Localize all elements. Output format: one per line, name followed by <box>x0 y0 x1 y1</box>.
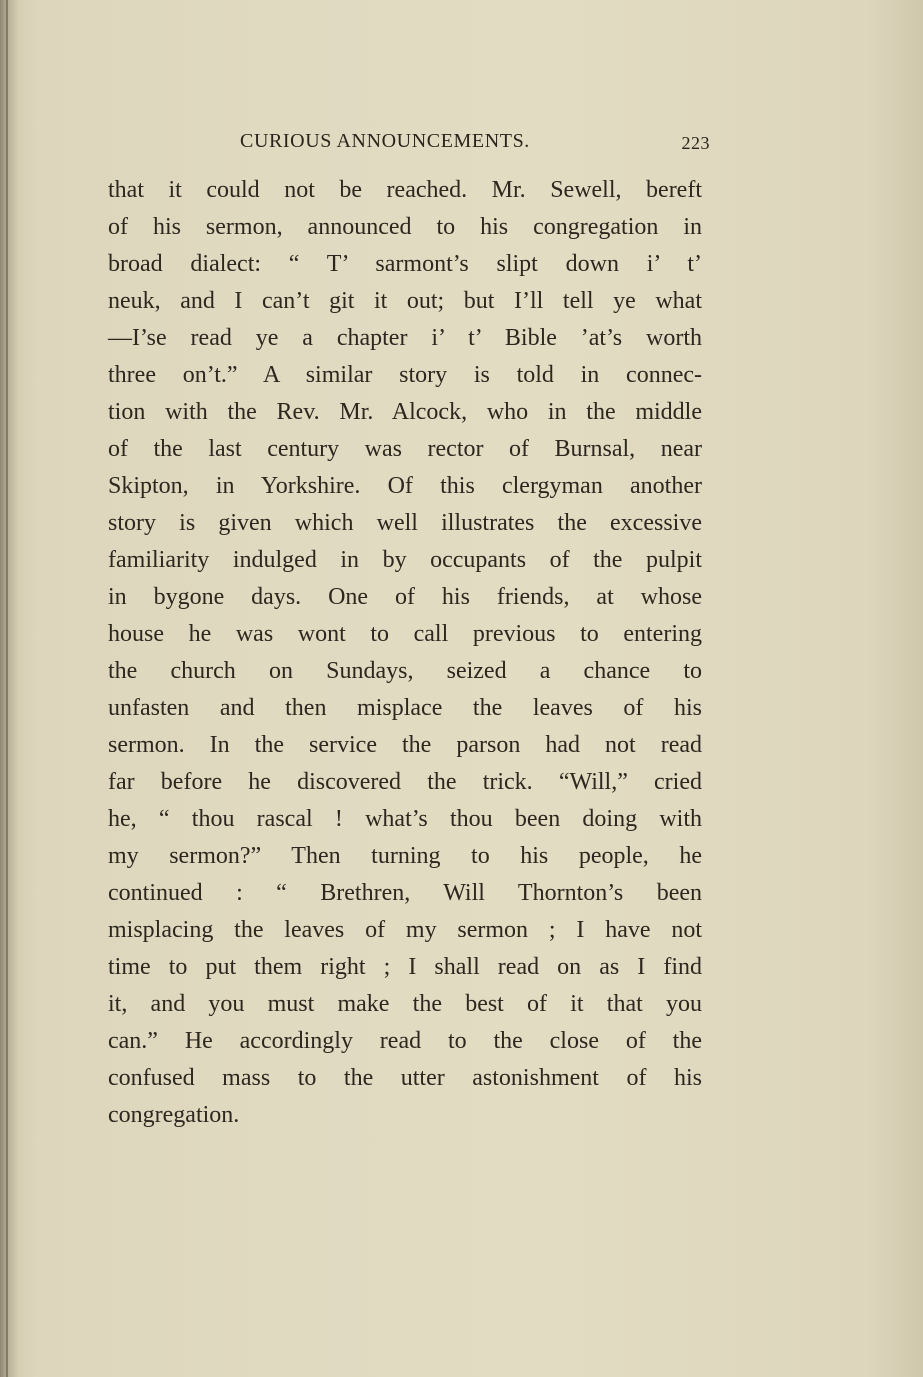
text-line: that it could not be reached. Mr. Sewell, bereft <box>108 177 702 203</box>
text-line: familiarity indulged in by occupants of the pulpit <box>108 547 702 573</box>
text-line: Skipton, in Yorkshire. Of this clergyman another <box>108 473 702 499</box>
text-line: —I’se read ye a chapter i’ t’ Bible ’at’s worth <box>108 325 702 351</box>
text-line: he, “ thou rascal ! what’s thou been doing with <box>108 806 702 832</box>
text-line: story is given which well illustrates the excessive <box>108 510 702 536</box>
text-line: congregation. <box>108 1102 240 1128</box>
text-line: of the last century was rector of Burnsal, near <box>108 436 702 462</box>
page-header <box>240 128 710 160</box>
text-line: confused mass to the utter astonishment of his <box>108 1065 702 1091</box>
text-line: time to put them right ; I shall read on as I find <box>108 954 702 980</box>
text-line: misplacing the leaves of my sermon ; I have not <box>108 917 702 943</box>
text-line: my sermon?” Then turning to his people, he <box>108 843 702 869</box>
text-line: can.” He accordingly read to the close of the <box>108 1028 702 1054</box>
running-head: CURIOUS ANNOUNCEMENTS. <box>240 130 530 152</box>
text-line: it, and you must make the best of it that you <box>108 991 702 1017</box>
text-line: continued : “ Brethren, Will Thornton’s been <box>108 880 702 906</box>
spine-edge-line <box>6 0 8 1377</box>
text-line: broad dialect: “ T’ sarmont’s slipt down i’ t’ <box>108 251 702 277</box>
text-line: far before he discovered the trick. “Will,” cried <box>108 769 702 795</box>
text-line: the church on Sundays, seized a chance to <box>108 658 702 684</box>
text-line: neuk, and I can’t git it out; but I’ll tell ye what <box>108 288 702 314</box>
book-spine-shadow <box>0 0 18 1377</box>
text-line: house he was wont to call previous to entering <box>108 621 702 647</box>
text-line: three on’t.” A similar story is told in connec- <box>108 362 702 388</box>
text-line: tion with the Rev. Mr. Alcock, who in the middle <box>108 399 702 425</box>
text-line: in bygone days. One of his friends, at whose <box>108 584 702 610</box>
text-line: of his sermon, announced to his congregation in <box>108 214 702 240</box>
page-number: 223 <box>681 133 710 153</box>
text-line: sermon. In the service the parson had not read <box>108 732 702 758</box>
text-line: unfasten and then misplace the leaves of his <box>108 695 702 721</box>
body-paragraph <box>108 172 702 1134</box>
